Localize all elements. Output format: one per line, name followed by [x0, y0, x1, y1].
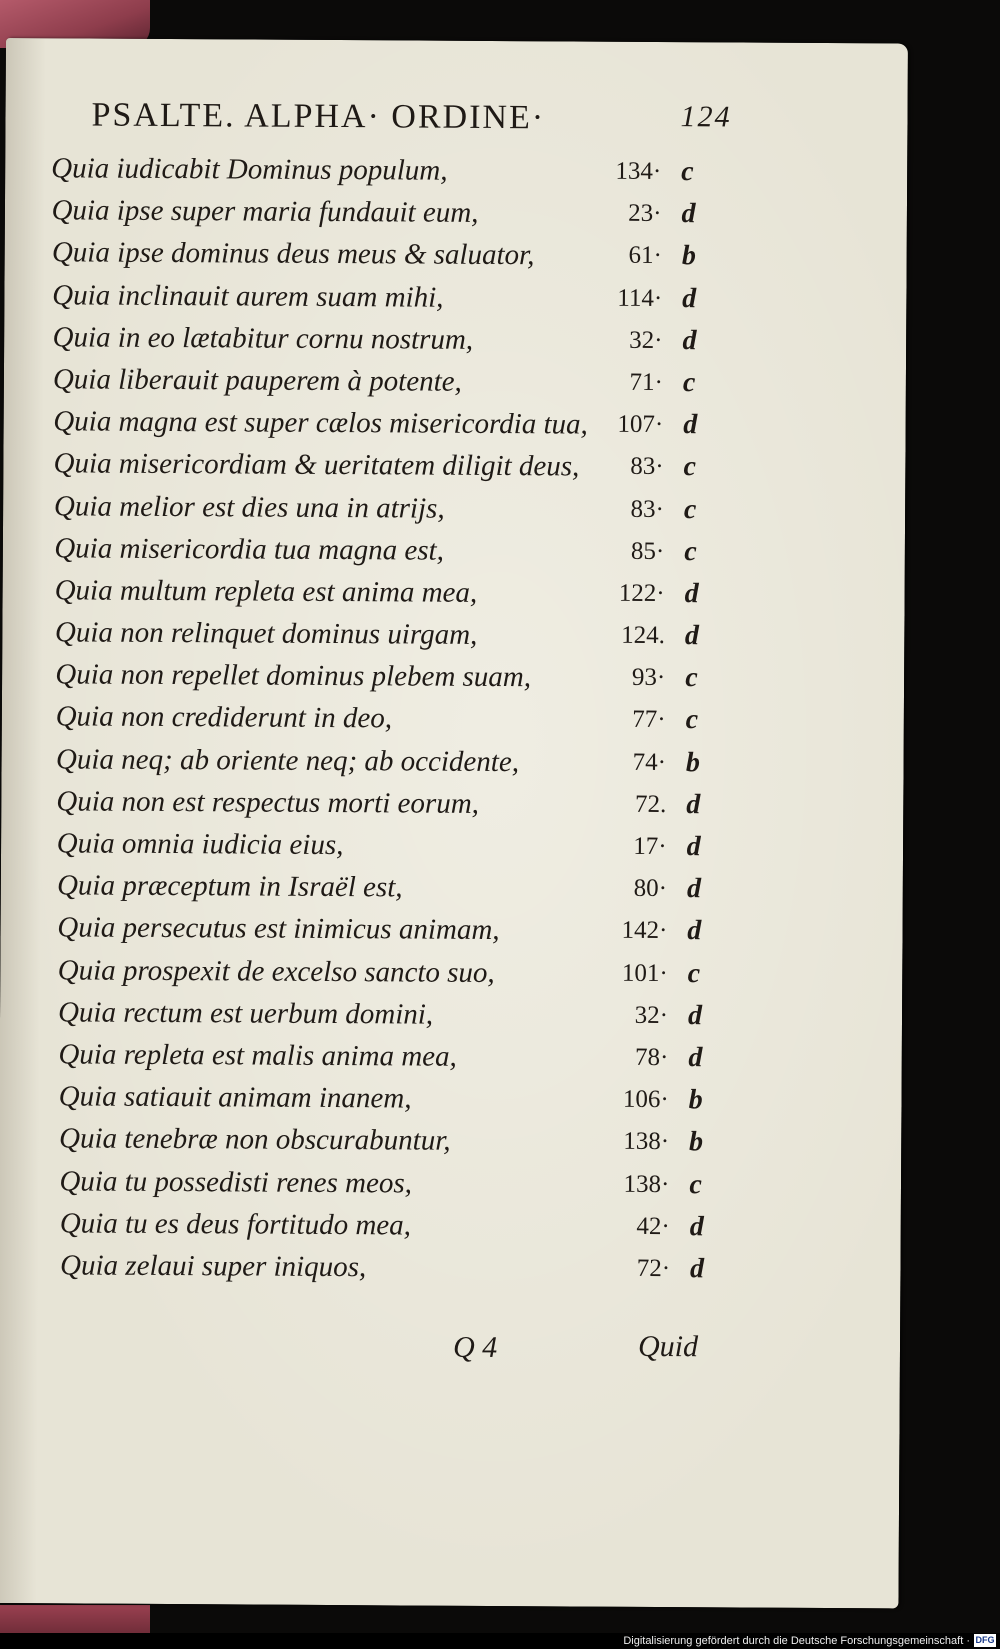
entry-psalm-number: 32· [629, 326, 663, 354]
entry-text: Quia tenebræ non obscurabuntur, [58, 1122, 451, 1158]
index-entry [59, 1074, 749, 1120]
entry-psalm-number: 83· [630, 495, 665, 523]
entry-text: Quia tu possedisti renes meos, [59, 1164, 413, 1200]
binding-edge-bottom [0, 1605, 150, 1635]
entry-text: Quia omnia iudicia eius, [56, 827, 344, 862]
entry-psalm-number: 71· [629, 368, 663, 396]
index-entry [59, 1159, 749, 1205]
dfg-logo: DFG [975, 1635, 995, 1645]
index-entry [57, 821, 747, 867]
index-entry [52, 273, 742, 319]
entry-section-letter: c [682, 367, 696, 399]
catchword: Quid [637, 1329, 699, 1364]
folio-number: 124 [680, 100, 732, 134]
entry-text: Quia magna est super cælos misericordia tua, [53, 405, 588, 441]
index-entry [55, 653, 745, 699]
entry-section-letter: b [688, 1084, 703, 1116]
entry-text: Quia ipse dominus deus meus & saluator, [51, 236, 535, 272]
index-entry [52, 231, 742, 277]
index-list [44, 146, 741, 1289]
entry-psalm-number: 122· [618, 579, 665, 607]
dfg-credit: Digitalisierung gefördert durch die Deutsche Forschungsgemeinschaft · [623, 1635, 970, 1647]
entry-psalm-number: 138· [623, 1170, 670, 1198]
entry-psalm-number: 42· [636, 1212, 670, 1240]
entry-text: Quia multum repleta est anima mea, [54, 574, 478, 609]
entry-section-letter: c [681, 156, 694, 188]
index-entry [57, 864, 747, 910]
entry-section-letter: c [683, 451, 697, 483]
entry-psalm-number: 134· [615, 157, 662, 186]
entry-psalm-number: 80· [633, 875, 668, 903]
entry-section-letter: d [687, 915, 702, 947]
index-entry [52, 315, 742, 361]
entry-section-letter: c [685, 704, 699, 736]
entry-section-letter: c [683, 493, 697, 525]
index-entry [53, 357, 743, 403]
entry-text: Quia satiauit animam inanem, [58, 1080, 412, 1115]
entry-section-letter: d [681, 198, 696, 230]
entry-text: Quia iudicabit Dominus populum, [51, 152, 448, 187]
entry-section-letter: d [684, 620, 700, 652]
entry-psalm-number: 32· [634, 1001, 669, 1029]
entry-text: Quia non crediderunt in deo, [55, 700, 393, 735]
entry-section-letter: d [682, 324, 697, 356]
entry-text: Quia liberauit pauperem à potente, [52, 363, 462, 398]
entry-text: Quia tu es deus fortitudo mea, [59, 1207, 412, 1242]
entry-psalm-number: 83· [630, 453, 664, 481]
entry-psalm-number: 101· [621, 959, 668, 987]
entry-section-letter: c [685, 662, 698, 694]
entry-text: Quia præceptum in Israël est, [56, 869, 403, 904]
entry-section-letter: d [686, 831, 701, 863]
index-entry [58, 948, 748, 994]
index-entry [56, 737, 746, 783]
entry-psalm-number: 85· [630, 537, 665, 565]
index-entry [53, 399, 743, 445]
entry-text: Quia zelaui super iniquos, [60, 1249, 367, 1284]
entry-section-letter: d [687, 999, 703, 1032]
entry-text: Quia in eo lætabitur cornu nostrum, [52, 321, 474, 356]
entry-section-letter: d [689, 1253, 705, 1285]
header-title: PSALTE. ALPHA· ORDINE· [91, 96, 546, 137]
entry-psalm-number: 61· [628, 242, 662, 270]
entry-psalm-number: 78· [634, 1043, 669, 1072]
index-entry [51, 146, 741, 192]
entry-text: Quia non relinquet dominus uirgam, [54, 616, 478, 651]
entry-text: Quia prospexit de excelso sancto suo, [57, 953, 495, 989]
index-entry [60, 1201, 750, 1247]
entry-psalm-number: 17· [633, 832, 667, 861]
entry-section-letter: c [689, 1168, 702, 1200]
entry-psalm-number: 138· [623, 1128, 670, 1156]
index-entry [59, 1117, 749, 1163]
entry-psalm-number: 93· [631, 664, 666, 692]
entry-text: Quia misericordia tua magna est, [54, 531, 444, 567]
entry-section-letter: c [684, 535, 697, 567]
index-entry [56, 695, 746, 741]
entry-section-letter: d [683, 409, 698, 441]
entry-section-letter: d [686, 788, 701, 821]
index-entry [58, 1032, 748, 1078]
entry-psalm-number: 74· [632, 748, 667, 776]
entry-section-letter: d [682, 282, 697, 314]
entry-section-letter: c [687, 957, 701, 989]
entry-psalm-number: 106· [622, 1085, 669, 1114]
book-page [0, 38, 908, 1608]
entry-text: Quia inclinauit aurem suam mihi, [52, 278, 444, 314]
index-entry [55, 568, 745, 614]
entry-section-letter: d [684, 578, 699, 610]
index-entry [60, 1243, 750, 1289]
running-header [91, 91, 731, 145]
entry-section-letter: d [686, 873, 702, 905]
entry-text: Quia rectum est uerbum domini, [57, 996, 434, 1031]
entry-psalm-number: 107· [617, 410, 664, 439]
entry-psalm-number: 77· [632, 706, 666, 734]
entry-section-letter: b [685, 746, 701, 778]
entry-text: Quia neq; ab oriente neq; ab occidente, [55, 742, 520, 778]
index-entry [53, 442, 743, 488]
entry-text: Quia misericordiam & ueritatem diligit deus, [53, 447, 580, 483]
entry-text: Quia non repellet dominus plebem suam, [55, 658, 532, 694]
index-entry [54, 484, 744, 530]
index-entry [57, 906, 747, 952]
entry-text: Quia repleta est malis anima mea, [58, 1038, 457, 1073]
entry-section-letter: d [689, 1210, 704, 1242]
signature-mark: Q 4 [452, 1330, 498, 1365]
entry-text: Quia non est respectus morti eorum, [56, 785, 480, 820]
index-entry [56, 779, 746, 825]
entry-text: Quia ipse super maria fundauit eum, [51, 194, 479, 230]
entry-psalm-number: 72· [636, 1254, 671, 1282]
index-entry [51, 188, 741, 234]
index-entry [54, 526, 744, 572]
entry-psalm-number: 72. [634, 790, 667, 818]
entry-psalm-number: 142· [621, 917, 668, 945]
entry-section-letter: b [681, 240, 696, 272]
entry-psalm-number: 23· [628, 199, 662, 228]
index-entry [58, 990, 748, 1036]
index-entry [55, 610, 745, 656]
entry-section-letter: d [688, 1042, 703, 1074]
entry-psalm-number: 124. [621, 621, 666, 650]
entry-section-letter: b [688, 1126, 704, 1158]
entry-text: Quia persecutus est inimicus animam, [57, 911, 500, 947]
entry-psalm-number: 114· [617, 284, 663, 312]
entry-text: Quia melior est dies una in atrijs, [53, 489, 445, 525]
